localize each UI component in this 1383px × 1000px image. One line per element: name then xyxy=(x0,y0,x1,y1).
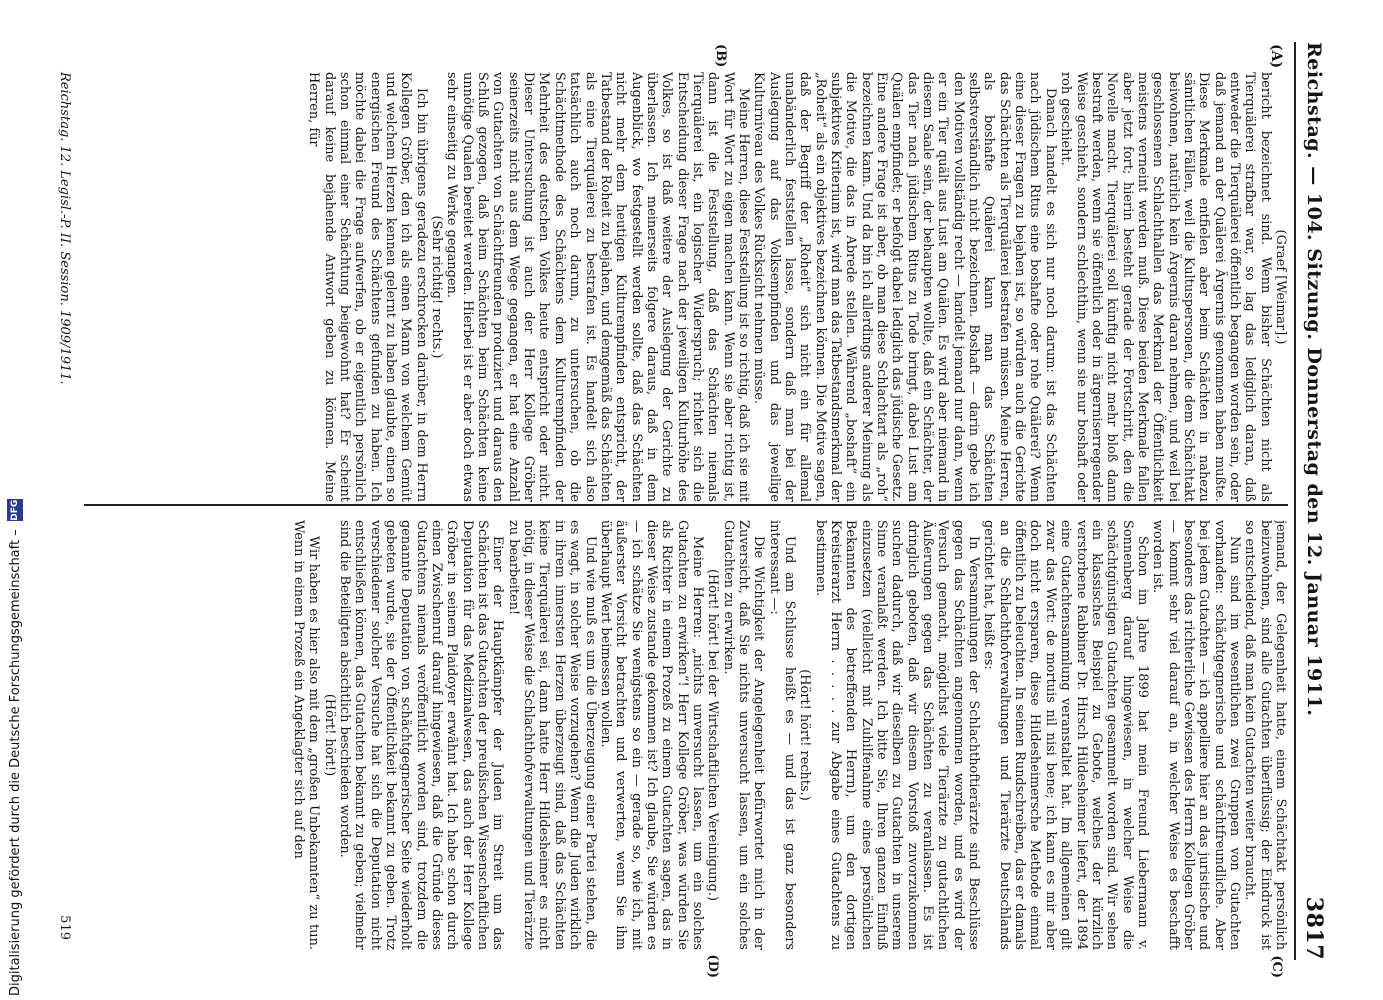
dfg-funding-text: Digitalisierung gefördert durch die Deutsche Forschungsgemeinschaft – xyxy=(7,529,23,996)
quotation: Die Wichtigkeit der Angelegenheit befürwortet mich in der Zuversicht, daß Sie nichts unversucht lassen, um ein solches Gutachten zu erwirken. xyxy=(720,520,767,950)
paragraph: Ich bin übrigens geradezu erschrocken darüber, in dem Herrn Kollegen Gröber, den ich als einen Mann von welchem Gemüt und welchem Herzen kennen gelernt zu haben glaubte, einen so energischen Freund des Schächtens gefunden zu haben. Ich möchte dabei die Frage aufwerfen, ob er eigentlich persönlich schon einmal einer Schächtung beigewohnt hat? Er scheint darauf keine bejahende Antwort geben zu können. Meine Herren, für xyxy=(306,72,429,502)
paragraph: Wir haben es hier also mit dem „großen Unbekannten“ zu tun. Wenn in einem Prozeß ein Angeklagter sich auf den xyxy=(291,520,322,950)
footer-sheet-number: 519 xyxy=(57,915,72,940)
paragraph: Meine Herren: „nichts unversucht lassen, um ein solches Gutachten zu erwirken“! Herr Kollege Gröber, was würden Sie als Richter in einem Prozeß zu einem Gutachten sagen, das in dieser Weise zustande gekommen ist? Ich glaube, Sie würden es — ich schätze Sie wenigstens so ein — gerade so, wie ich, mit äußerster Vorsicht betrachten und verwerten, wenn Sie ihm überhaupt Wert beimessen wollen. xyxy=(597,520,705,950)
column-divider xyxy=(84,504,1288,506)
dfg-funding-strip xyxy=(4,6,26,996)
interjection: (Hört! hört! bei der Wirtschaftlichen Vereinigung.) xyxy=(705,569,721,901)
paragraph: Und am Schlusse heißt es — und das ist ganz besonders interessant —: xyxy=(766,520,797,950)
interjection: (Hört! hört! rechts.) xyxy=(797,669,813,801)
quotation: In Versammlungen der Schlachthoftierärzte sind Beschlüsse gegen das Schächten angenommen worden, und es wird der Versuch gemacht, möglichst viele Tierärzte zu gutachtlichen Äußerungen gegen das Schächten zu veranlassen. Es ist dringlich geboten, daß wir diesem Vorstoß zuvorzukommen suchen dadurch, daß wir dieselben zu Gutachten in unserem Sinne veranlaßt werden. Ich bitte Sie, Ihren ganzen Einfluß einzusetzen (vielleicht mit Zuhilfenahme eines persönlichen Bekannten des betreffenden Herrn), um den dortigen Kreistierarzt Herrn . . . . . zur Abgabe eines Gutachtens zu bestimmen. xyxy=(812,520,982,950)
left-column xyxy=(80,72,1288,502)
paragraph: jemand, der Gelegenheit hatte, einem Schächtakt persönlich beizuwohnen, sind alle Gutachten überflüssig; der Eindruck ist so entscheidend, daß man kein Gutachten weiter braucht. xyxy=(1242,520,1288,950)
paragraph: Nun sind im wesentlichen zwei Gruppen von Gutachten vorhanden: schächtgegnerische und schächtfreundliche. Aber bei jedem Gutachten — ich appelliere hier an das juristische und besonders das richterliche Gewissen des Herrn Kollegen Gröber — kommt sehr viel darauf an, in welcher Weise es beschafft worden ist. xyxy=(1150,520,1242,950)
paragraph: bericht bezeichnet sind. Wenn bisher Schächten nicht als Tierquälerei strafbar war, so lag das lediglich daran, daß entweder die Tierquälerei öffentlich begangen worden sein, oder daß jemand an der Quälerei Ärgernis genommen haben mußte. Diese Merkmale entfielen aber beim Schächten in nahezu sämtlichen Fällen, weil die Kultuspersonen, die dem Schächtakt beiwohnen, natürlich kein Ärgernis daran nehmen, und weil bei geschlossenen Schlachthallen das Merkmal der Öffentlichkeit meistens verneint werden muß. Diese beiden Merkmale fallen aber jetzt fort; hierin besteht gerade der Fortschritt, den die Novelle macht. Tierquälerei soll künftig nicht mehr bloß dann bestraft werden, wenn sie öffentlich oder in ärgerniserregender Weise geschieht, sondern schlechthin, wenn sie nur boshaft oder roh geschieht. xyxy=(1058,72,1273,502)
paragraph: Einer der Hauptkämpfer der Juden im Streit um das Schächten ist das Gutachten der preußischen Wissenschaftlichen Deputation für das Medizinalwesen, das auch der Herr Kollege Gröber in seinem Plaidoyer erwähnt hat. Ich habe schon durch einen Zwischenruf darauf hingewiesen, daß die Gründe dieses Gutachtens niemals veröffentlicht worden sind, trotzdem die genannte Deputation von schächtgegnerischer Seite wiederholt gebeten wurde, sie der Öffentlichkeit bekannt zu geben. Trotz verschiedener solcher Versuche hat sich die Deputation nicht entschließen können, das Gutachten bekannt zu geben; vielmehr sind die Beteiligten absichtlich beschieden worden. xyxy=(337,520,506,950)
page-footer xyxy=(54,72,72,940)
margin-letter-a: (A) xyxy=(1268,44,1284,69)
interjection: (Sehr richtig! rechts.) xyxy=(429,215,445,359)
margin-letter-d: (D) xyxy=(705,954,720,978)
page-header xyxy=(1294,42,1332,960)
paragraph: Schon im Jahre 1899 hat mein Freund Liebermann v. Sonnenberg darauf hingewiesen, in welcher Weise die schächtgünstigen Gutachten gesammelt worden sind. Wir sehen ein klassisches Beispiel zu Gebote, welches der kürzlich verstorbene Rabbiner Dr. Hirsch Hildesheimer liefert, der 1894 eine Gutachtensammlung veranstaltet hat. Im allgemeinen gilt zwar das Wort: de mortuis nil nisi bene; ich kann es mir aber doch nicht ersparen, diese Hildesheimersche Methode einmal öffentlich zu beleuchten. In seinen Rundschreiben, das er damals an die Schlachthofverwaltungen und Tierärzte Deutschlands gerichtet hat, heißt es: xyxy=(981,520,1150,950)
interjection: (Hört! hört!) xyxy=(321,693,337,777)
speaker-label: (Graef [Weimar].) xyxy=(1273,229,1288,345)
margin-letter-b: (B) xyxy=(713,44,728,68)
paragraph: Und wie muß es um die Überzeugung einer Partei stehen, die es wagt, in solcher Weise vorzugehen? Wenn die Juden wirklich in ihrem innersten Herzen überzeugt sind, daß das Schächten keine Tierquälerei sei, dann hatte Herr Hildesheimer es nicht nötig, in dieser Weise die Schlachthofverwaltungen und Tierärzte zu bearbeiten! xyxy=(505,520,598,950)
page-number: 3817 xyxy=(1301,896,1327,960)
paragraph: Danach handelt es sich nur noch darum: ist das Schächten nach jüdischem Ritus eine boshafte oder rohe Quälerei? Wenn eine dieser Fragen zu bejahen ist, so würden auch die Gerichte das Schächten als Tierquälerei bestrafen müssen. Meine Herren, als boshafte Quälerei kann man das Schächten selbstverständlich nicht bezeichnen. Boshaft — darin gebe ich den Motiven vollständig recht — handelt jemand nur dann, wenn er ein Tier quält aus Lust am Quälen. Es wird aber niemand in diesem Saale sein, der behaupten wollte, daß ein Schächter, der das Tier nach jüdischem Ritus zu Tode bringt, dabei Lust am Quälen empfindet; er befolgt dabei lediglich das jüdische Gesetz. Eine andere Frage ist aber, ob man diese Schlachtart als „roh“ bezeichnen kann. Und da bin ich allerdings anderer Meinung als die Motive, die das in Abrede stellen. Während „boshaft“ ein subjektives Kriterium ist, wird man das Tatbestandsmerkmal der „Roheit“ als ein objektives bezeichnen können. Die Motive sagen, daß der Begriff der „Roheit“ sich nicht ein für allemal unabänderlich feststellen lasse, sondern daß man bei der Auslegung auf das Volksempfinden und das jeweilige Kulturniveau des Volkes Rücksicht nehmen müsse. xyxy=(751,72,1058,502)
scanned-page xyxy=(20,20,1340,980)
header-title: Reichstag. — 104. Sitzung. Donnerstag den 12. Januar 1911. xyxy=(1303,42,1325,717)
footer-legislature: Reichstag. 12. Legisl.-P. II. Session. 1909/1911. xyxy=(57,72,72,385)
dfg-logo: DFG xyxy=(7,499,23,521)
paragraph: Meine Herren, diese Feststellung ist so richtig, daß ich sie mit Wort für Wort zu eigen machen kann. Wenn sie aber richtig ist, dann ist die Feststellung, daß das Schächten niemals Tierquälerei ist, ein logischer Widerspruch; richtet sich die Entscheidung dieser Frage nach der jeweiligen Kulturhöhe des Volkes, so ist daß weitere der Auslegung der Gerichte zu überlassen. Ich meinerseits folgere daraus, daß in dem Augenblick, wo festgestellt werden sollte, daß das Schächten nicht mehr dem heutigen Kulturempfinden entspricht, der Tatbestand der Roheit zu bejahen, und demgemäß das Schächten als eine Tierquälerei zu bestrafen ist. Es handelt sich also tatsächlich auch noch darum, zu untersuchen, ob die Schächtmethode des Schächtens dem Kulturempfinden der Mehrheit des deutschen Volkes heute entspricht oder nicht. Dieser Untersuchung ist auch der Herr Kollege Gröber seinerzeits nicht aus dem Wege gegangen, er hat eine Anzahl von Gutachten von Schächtfreunden produziert und daraus den Schluß gezogen, daß beim Schächten beim Schächten keine unnötige Qualen bereitet werden. Hierbei ist er aber doch etwas sehr einseitig zu Werke gegangen. xyxy=(444,72,751,502)
margin-letter-c: (C) xyxy=(1269,955,1284,978)
right-column xyxy=(80,520,1288,950)
